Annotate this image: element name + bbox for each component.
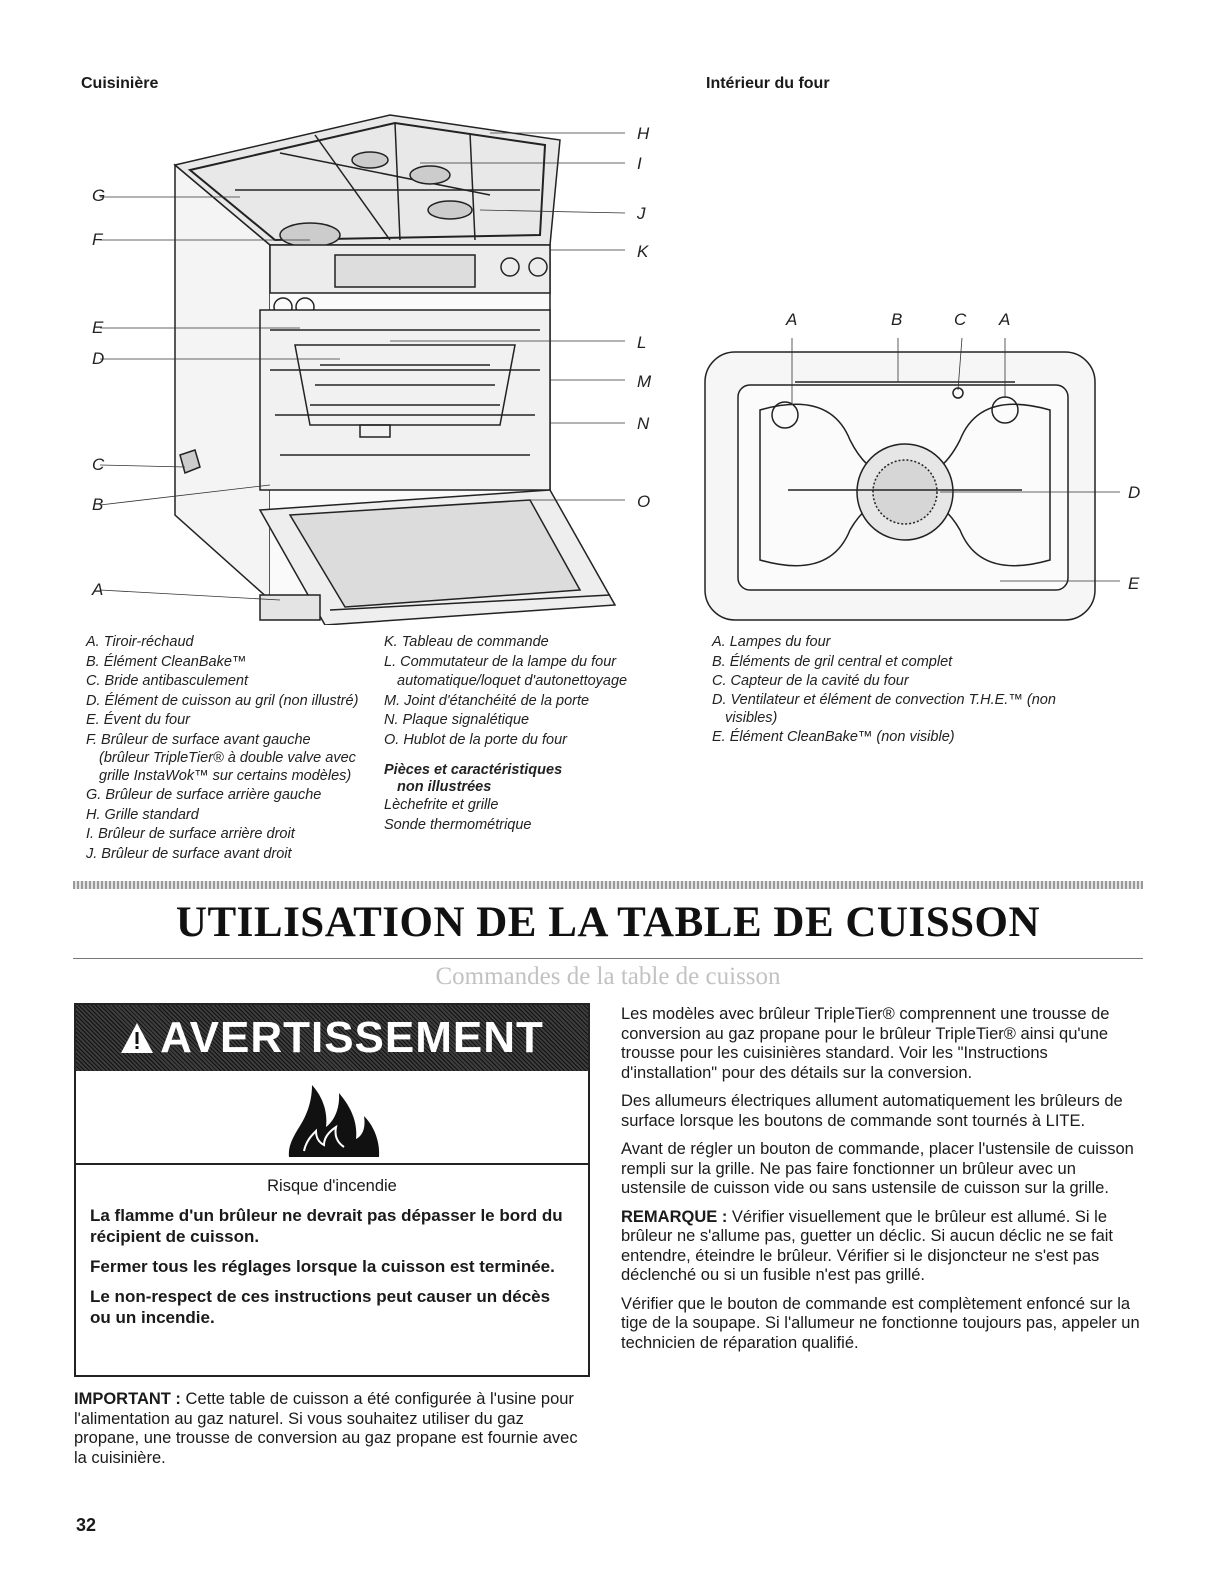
legend-item: G. Brûleur de surface arrière gauche [86, 787, 322, 803]
cooktop-instructions [621, 1005, 1141, 1362]
legend-item: visibles) [725, 709, 778, 726]
legend-item: grille InstaWok™ sur certains modèles) [99, 768, 352, 784]
range-legend-left [86, 633, 358, 864]
oven-callout-a-left: A [786, 310, 798, 329]
warning-banner-text: AVERTISSEMENT [160, 1013, 544, 1062]
warning-hazard-title: Risque d'incendie [267, 1177, 397, 1195]
warning-triangle-icon [120, 1007, 154, 1073]
warning-line-2: Fermer tous les réglages lorsque la cuisson est terminée. [90, 1257, 555, 1276]
fire-hazard-area [76, 1071, 588, 1163]
parts-heading-cont: non illustrées [397, 779, 492, 795]
fire-icon [284, 1081, 384, 1159]
remark-label: REMARQUE : [621, 1207, 728, 1226]
oven-legend [712, 633, 1056, 747]
paragraph-cookware: Avant de régler un bouton de commande, placer l'ustensile de cuisson rempli sur la grille. Ne pas faire fonctionner un brûleur avec un ustensile de cuisson vide ou sans ustensile de cuisson sur la grille. [621, 1140, 1134, 1197]
important-note [74, 1390, 586, 1468]
callout-d: D [92, 349, 105, 368]
legend-item: L. Commutateur de la lampe du four [384, 653, 617, 670]
important-label: IMPORTANT : [74, 1390, 181, 1408]
legend-item: (brûleur TripleTier® à double valve avec [99, 750, 356, 766]
callout-o: O [637, 492, 651, 511]
paragraph-tripletier: Les modèles avec brûleur TripleTier® comprennent une trousse de conversion au gaz propane pour le brûleur TripleTier® ainsi qu'une trousse pour les cuisinières standard. Voir les "Instructions d'installation" pour des détails sur la conversion. [621, 1005, 1110, 1082]
oven-callout-c: C [954, 310, 967, 329]
section-subtitle: Commandes de la table de cuisson [435, 963, 781, 990]
parts-item: Sonde thermométrique [384, 816, 532, 833]
warning-box [74, 1003, 590, 1377]
callout-b: B [92, 495, 104, 514]
paragraph-igniters: Des allumeurs électriques allument automatiquement les brûleurs de surface lorsque les boutons de commande sont tournés à LITE. [621, 1092, 1123, 1130]
callout-k: K [637, 242, 649, 261]
page-number: 32 [76, 1515, 97, 1535]
oven-callout-e: E [1128, 574, 1140, 593]
range-section-title: Cuisinière [81, 75, 159, 92]
oven-callout-a-right: A [999, 310, 1011, 329]
callout-h: H [637, 124, 650, 143]
oven-callout-b: B [891, 310, 903, 329]
legend-item: I. Brûleur de surface arrière droit [86, 826, 295, 842]
range-legend-middle [384, 633, 627, 835]
legend-item: E. Évent du four [86, 712, 190, 728]
oven-interior-section-title: Intérieur du four [706, 75, 830, 92]
legend-item: O. Hublot de la porte du four [384, 731, 567, 748]
callout-g: G [92, 186, 106, 205]
legend-item: K. Tableau de commande [384, 634, 549, 650]
callout-e: E [92, 318, 104, 337]
warning-line-3: Le non-respect de ces instructions peut causer un décès ou un incendie. [90, 1287, 551, 1327]
paragraph-knob: Vérifier que le bouton de commande est complètement enfoncé sur la tige de la soupape. Si l'allumeur ne fonctionne toujours pas, appeler un technicien de réparation qualifié. [621, 1294, 1140, 1352]
range-illustration [60, 95, 680, 625]
legend-item: B. Éléments de gril central et complet [712, 653, 953, 670]
oven-interior-illustration [700, 330, 1130, 630]
page-title: UTILISATION DE LA TABLE DE CUISSON [175, 899, 1041, 946]
warning-line-1: La flamme d'un brûleur ne devrait pas dépasser le bord du récipient de cuisson. [90, 1206, 563, 1246]
callout-f: F [92, 230, 103, 249]
legend-item: A. Lampes du four [712, 634, 831, 650]
legend-item: E. Élément CleanBake™ (non visible) [712, 728, 955, 745]
legend-item: D. Ventilateur et élément de convection T.H.E.™ (non [712, 691, 1056, 708]
paragraph-remark [621, 1208, 1141, 1286]
callout-i: I [637, 154, 642, 173]
important-text: Cette table de cuisson a été configurée à l'usine pour l'alimentation au gaz naturel. Si vous souhaitez utiliser du gaz propane, une trousse de conversion au gaz propane est fournie avec la cuisinière. [74, 1390, 578, 1467]
legend-item: H. Grille standard [86, 806, 199, 823]
legend-item: C. Capteur de la cavité du four [712, 673, 909, 689]
callout-m: M [637, 372, 652, 391]
legend-item: A. Tiroir-réchaud [86, 634, 194, 650]
callout-n: N [637, 414, 650, 433]
legend-item: automatique/loquet d'autonettoyage [397, 673, 628, 689]
callout-j: J [637, 204, 646, 223]
legend-item: F. Brûleur de surface avant gauche [86, 731, 311, 748]
callout-l: L [637, 333, 647, 352]
legend-item: N. Plaque signalétique [384, 712, 530, 728]
remark-text: Vérifier visuellement que le brûleur est allumé. Si le brûleur ne s'allume pas, guetter un déclic. Si aucun déclic ne se fait entendre, éteindre le brûleur. Vérifier si le disjoncteur ne s'est pas déclenché ou si un fusible n'est pas grillé. [621, 1207, 1114, 1284]
legend-item: J. Brûleur de surface avant droit [86, 845, 292, 862]
legend-item: C. Bride antibasculement [86, 673, 248, 689]
callout-c: C [92, 455, 105, 474]
oven-callout-d: D [1128, 483, 1141, 502]
legend-item: D. Élément de cuisson au gril (non illustré) [86, 692, 359, 709]
parts-heading: Pièces et caractéristiques [384, 762, 563, 778]
section-divider [73, 881, 1143, 889]
callout-a: A [92, 580, 104, 599]
parts-item: Lèchefrite et grille [384, 797, 499, 813]
title-rule [73, 958, 1143, 959]
warning-banner [76, 1005, 588, 1071]
legend-item: M. Joint d'étanchéité de la porte [384, 692, 590, 709]
legend-item: B. Élément CleanBake™ [86, 653, 247, 670]
